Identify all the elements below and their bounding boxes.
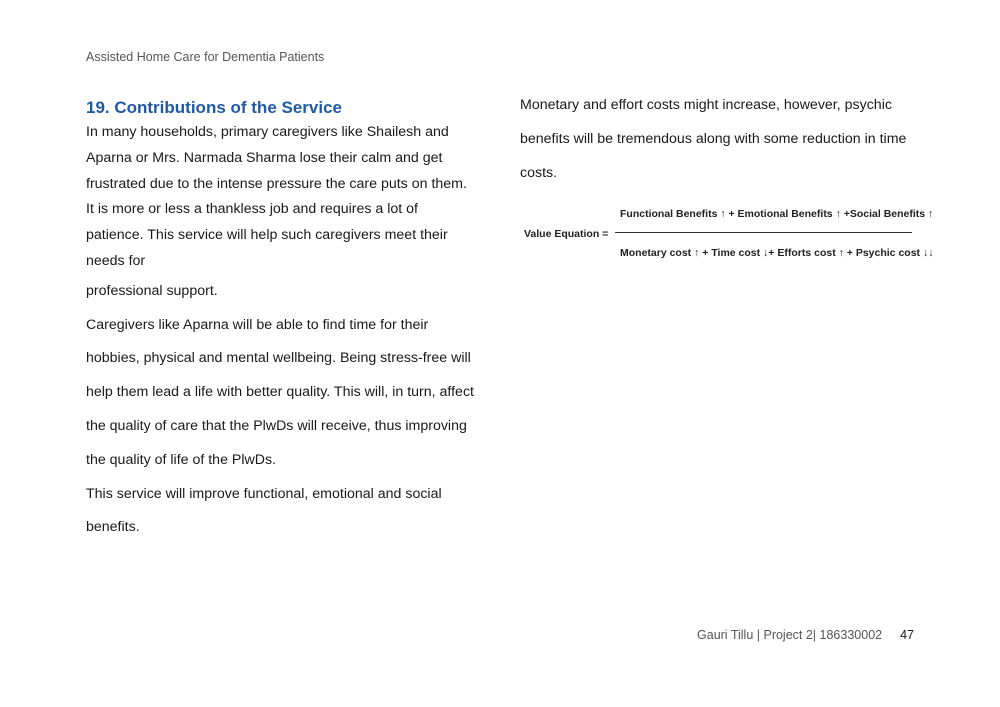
paragraph-professional-support: professional support. <box>86 282 218 299</box>
left-column <box>86 96 478 545</box>
page-footer <box>680 628 914 642</box>
equation-label: Value Equation = <box>524 228 609 240</box>
paragraph-caregiver-wellbeing: Caregivers like Aparna will be able to find time for their hobbies, physical and mental wellbeing. Being stress-free will help them lead a life with better quality. This will, in turn, affect the quality of care that the PlwDs will receive, thus improving the quality of life of the PlwDs. <box>86 316 474 468</box>
value-equation <box>520 200 934 270</box>
right-column <box>520 89 920 190</box>
footer-author-line: Gauri Tillu | Project 2| 186330002 <box>697 628 883 642</box>
equation-denominator: Monetary cost ↑ + Time cost ↓+ Efforts cost ↑ + Psychic cost ↓↓ <box>620 247 934 259</box>
running-header: Assisted Home Care for Dementia Patients <box>86 50 325 64</box>
paragraph-caregiver-pressure: In many households, primary caregivers like Shailesh and Aparna or Mrs. Narmada Sharma lose their calm and get frustrated due to the intense pressure the care puts on them. It is more or less a thankless job and requires a lot of patience. This service will help such caregivers meet their needs for <box>86 124 467 269</box>
page-number: 47 <box>900 628 914 642</box>
section-title: 19. Contributions of the Service <box>86 98 342 117</box>
equation-numerator: Functional Benefits ↑ + Emotional Benefits ↑ +Social Benefits ↑ <box>620 208 934 220</box>
paragraph-costs: Monetary and effort costs might increase, however, psychic benefits will be tremendous along with some reduction in time costs. <box>520 97 907 181</box>
equation-fraction-line <box>615 232 912 233</box>
paragraph-benefits: This service will improve functional, emotional and social benefits. <box>86 485 442 536</box>
